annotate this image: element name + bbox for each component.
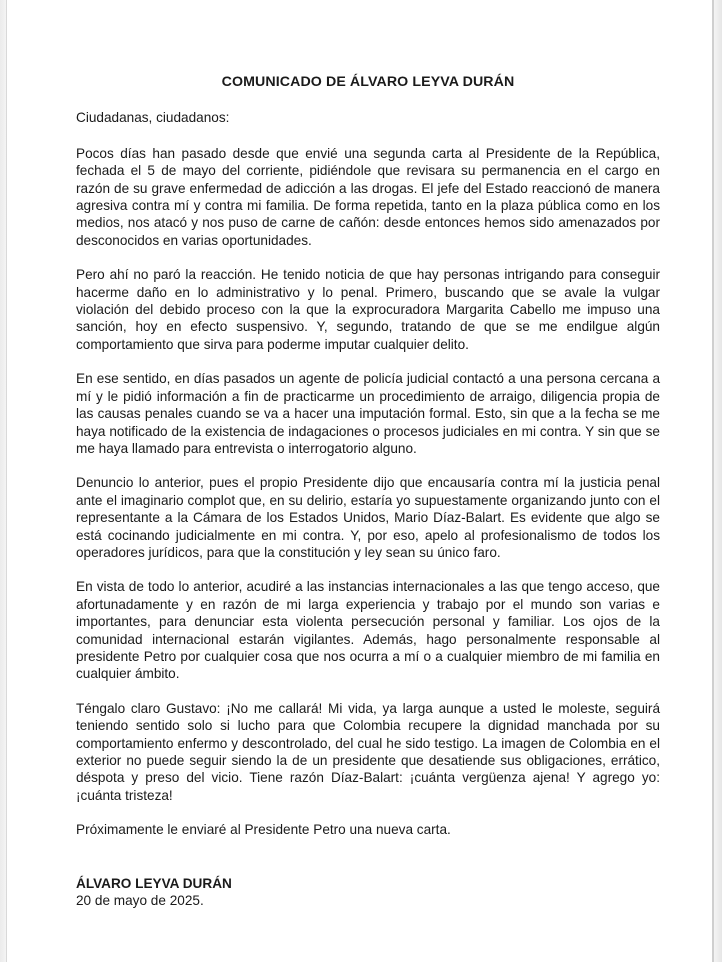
paragraph-4: Denuncio lo anterior, pues el propio Presidente dijo que encausaría contra mí la justicia penal ante el imaginario complot que, en su delirio, estaría yo supuestamente organizando junto con el representante a la Cámara de los Estados Unidos, Mario Díaz-Balart. Es evidente que algo se está cocinando judicialmente en mi contra. Y, por eso, apelo al profesionalismo de todos los operadores jurídicos, para que la constitución y ley sean su único faro.	[76, 475, 660, 560]
signature-name: ÁLVARO LEYVA DURÁN	[76, 875, 232, 891]
salutation: Ciudadanas, ciudadanos:	[76, 110, 230, 126]
document-body	[76, 74, 660, 909]
paragraph-2: Pero ahí no paró la reacción. He tenido noticia de que hay personas intrigando para conseguir hacerme daño en lo administrativo y lo penal. Primero, buscando que se avale la vulgar violación del debido proceso con la que la exprocuradora Margarita Cabello me impuso una sanción, hoy en efecto suspensivo. Y, segundo, tratando de que se me endilgue algún comportamiento que sirva para poderme imputar cualquier delito.	[76, 267, 660, 352]
paragraph-5: En vista de todo lo anterior, acudiré a las instancias internacionales a las que tengo acceso, que afortunadamente y en razón de mi larga experiencia y trabajo por el mundo son varias e importantes, para denunciar esta violenta persecución personal y familiar. Los ojos de la comunidad internacional estarán vigilantes. Además, hago personalmente responsable al presidente Petro por cualquier cosa que nos ocurra a mí o a cualquier miembro de mi familia en cualquier ámbito.	[76, 579, 660, 682]
document-page	[6, 0, 714, 962]
paragraph-3: En ese sentido, en días pasados un agente de policía judicial contactó a una persona cercana a mí y le pidió información a fin de practicarme un procedimiento de arraigo, diligencia propia de las causas penales cuando se va a hacer una imputación formal. Esto, sin que a la fecha se me haya notificado de la existencia de indagaciones o procesos judiciales en mi contra. Y sin que se me haya llamado para entrevista o interrogatorio alguno.	[76, 371, 660, 456]
page-edge-right	[714, 0, 722, 962]
closing-line: Próximamente le enviaré al Presidente Petro una nueva carta.	[76, 822, 451, 838]
paragraph-1: Pocos días han pasado desde que envié una segunda carta al Presidente de la República, fechada el 5 de mayo del corriente, pidiéndole que revisara su permanencia en el cargo en razón de su grave enfermedad de adicción a las drogas. El jefe del Estado reaccionó de manera agresiva contra mí y contra mi familia. De forma repetida, tanto en la plaza pública como en los medios, nos atacó y nos puso de carne de cañón: desde entonces hemos sido amenazados por desconocidos en varias oportunidades.	[76, 145, 660, 248]
document-title: COMUNICADO DE ÁLVARO LEYVA DURÁN	[221, 74, 515, 90]
signature-date: 20 de mayo de 2025.	[76, 893, 204, 909]
paragraph-6: Téngalo claro Gustavo: ¡No me callará! Mi vida, ya larga aunque a usted le moleste, seguirá teniendo sentido solo si lucho para que Colombia recupere la dignidad manchada por su comportamiento enfermo y descontrolado, del cual he sido testigo. La imagen de Colombia en el exterior no puede seguir siendo la de un presidente que desatiende sus obligaciones, errático, déspota y preso del vicio. Tiene razón Díaz-Balart: ¡cuánta vergüenza ajena! Y agrego yo: ¡cuánta tristeza!	[76, 700, 660, 803]
